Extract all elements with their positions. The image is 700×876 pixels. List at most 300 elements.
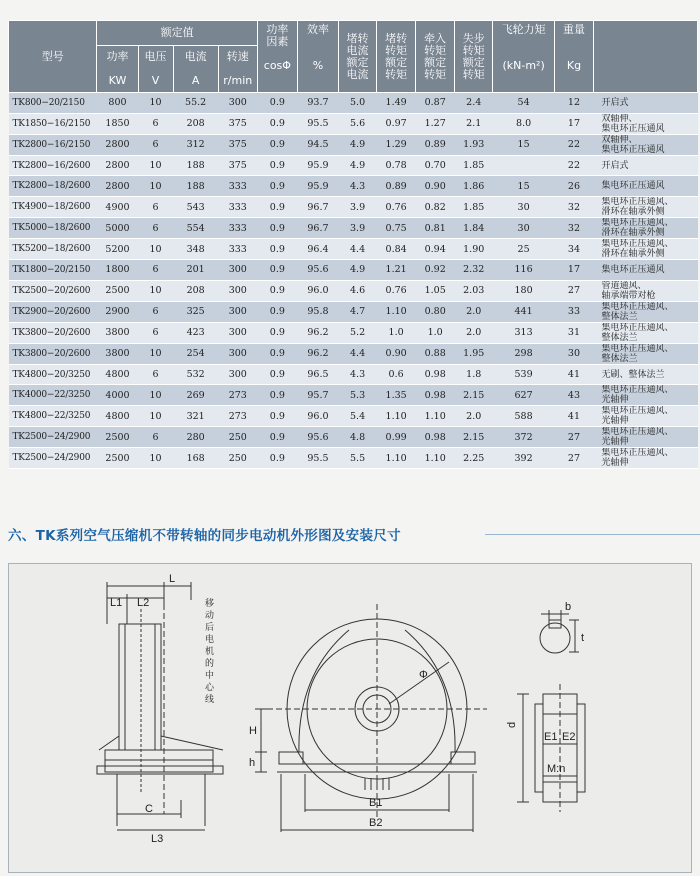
table-row [9, 427, 698, 448]
cell-note [594, 113, 698, 134]
cell-weight: 33 [554, 301, 593, 322]
cell-current: 55.2 [173, 93, 218, 114]
cell-speed: 375 [218, 134, 257, 155]
cell-pf: 0.9 [257, 113, 297, 134]
cell-step: 1.8 [455, 364, 493, 385]
title-divider [485, 534, 700, 535]
cell-power: 5200 [97, 239, 138, 260]
cell-weight: 43 [554, 385, 593, 406]
note-line: 集电环正压通风 [601, 144, 665, 155]
cell-voltage: 6 [138, 197, 173, 218]
cell-voltage: 10 [138, 93, 173, 114]
cell-pf: 0.9 [257, 406, 297, 427]
cell-step: 2.03 [455, 280, 493, 301]
cell-eff: 96.0 [297, 280, 338, 301]
dim-L2: L2 [137, 597, 150, 609]
cell-pf: 0.9 [257, 427, 297, 448]
cell-weight: 27 [554, 448, 593, 469]
cell-step: 1.84 [455, 218, 493, 239]
dim-t: t [581, 632, 585, 644]
header-pf-line1: 功率 [266, 23, 289, 36]
cell-step: 2.4 [455, 93, 493, 114]
cell-pf: 0.9 [257, 218, 297, 239]
center-line-note-char: 机 [205, 647, 215, 657]
cell-step: 1.86 [455, 176, 493, 197]
table-row [9, 176, 698, 197]
cell-fly: 392 [493, 448, 555, 469]
cell-pull: 0.87 [416, 93, 455, 114]
cell-power: 3800 [97, 322, 138, 343]
cell-pull: 0.89 [416, 134, 455, 155]
cell-lrt: 0.76 [377, 280, 416, 301]
cell-pf: 0.9 [257, 280, 297, 301]
note-line: 整体法兰 [601, 332, 638, 343]
cell-fly: 627 [493, 385, 555, 406]
cell-eff: 96.7 [297, 218, 338, 239]
cell-lrc: 4.6 [339, 280, 377, 301]
cell-lrt: 0.99 [377, 427, 416, 448]
cell-speed: 333 [218, 176, 257, 197]
note-line: 集电环正压通风、 [601, 301, 674, 312]
cell-lrc: 5.5 [339, 448, 377, 469]
cell-fly: 298 [493, 343, 555, 364]
cell-lrt: 1.10 [377, 448, 416, 469]
cell-weight: 17 [554, 113, 593, 134]
cell-note [594, 134, 698, 155]
header-model: 型号 [9, 21, 97, 93]
table-row [9, 448, 698, 469]
header-pull-3: 额定 [424, 55, 447, 69]
cell-pull: 1.05 [416, 280, 455, 301]
cell-model: TK2500−24/2900 [9, 448, 97, 469]
note-line: 双轴伸、 [601, 113, 638, 124]
header-speed [218, 46, 257, 93]
cell-pf: 0.9 [257, 93, 297, 114]
cell-current: 325 [173, 301, 218, 322]
cell-fly: 116 [493, 260, 555, 281]
spec-table-body [9, 93, 698, 469]
cell-current: 168 [173, 448, 218, 469]
cell-note [594, 93, 698, 114]
cell-pf: 0.9 [257, 322, 297, 343]
cell-current: 254 [173, 343, 218, 364]
cell-note [594, 197, 698, 218]
cell-weight: 17 [554, 260, 593, 281]
note-line: 集电环正压通风、 [601, 406, 674, 417]
cell-lrt: 1.10 [377, 301, 416, 322]
cell-speed: 333 [218, 218, 257, 239]
cell-lrt: 1.35 [377, 385, 416, 406]
cell-lrc: 4.3 [339, 176, 377, 197]
table-row [9, 260, 698, 281]
cell-model: TK2800−16/2150 [9, 134, 97, 155]
cell-current: 201 [173, 260, 218, 281]
cell-step: 1.95 [455, 343, 493, 364]
table-row [9, 322, 698, 343]
header-voltage [138, 46, 173, 93]
spec-table-container [8, 20, 698, 469]
keyway-detail [540, 610, 579, 653]
cell-weight: 27 [554, 280, 593, 301]
cell-eff: 95.6 [297, 427, 338, 448]
cell-fly: 588 [493, 406, 555, 427]
cell-weight: 32 [554, 218, 593, 239]
header-current [173, 46, 218, 93]
header-power [97, 46, 138, 93]
center-line-note-char: 的 [205, 659, 215, 669]
cell-weight: 41 [554, 406, 593, 427]
header-step-3: 额定 [462, 55, 485, 69]
cell-speed: 300 [218, 343, 257, 364]
cell-note [594, 322, 698, 343]
dim-B2: B2 [369, 817, 383, 829]
cell-lrc: 5.2 [339, 322, 377, 343]
cell-power: 2800 [97, 176, 138, 197]
header-lrc-2: 电流 [346, 43, 369, 57]
cell-eff: 96.4 [297, 239, 338, 260]
cell-step: 2.32 [455, 260, 493, 281]
cell-weight: 22 [554, 155, 593, 176]
cell-voltage: 6 [138, 427, 173, 448]
cell-current: 208 [173, 280, 218, 301]
header-flywheel-moment [493, 21, 555, 93]
cell-note [594, 406, 698, 427]
cell-power: 4000 [97, 385, 138, 406]
cell-note [594, 218, 698, 239]
cell-eff: 95.7 [297, 385, 338, 406]
cell-fly: 25 [493, 239, 555, 260]
cell-power: 1800 [97, 260, 138, 281]
cell-eff: 96.5 [297, 364, 338, 385]
header-speed-label: 转速 [226, 50, 249, 63]
header-efficiency [297, 21, 338, 93]
cell-lrc: 4.4 [339, 343, 377, 364]
cell-pull: 0.92 [416, 260, 455, 281]
note-line: 滑环在轴承外侧 [601, 207, 665, 218]
header-voltage-unit: V [151, 74, 160, 87]
header-pull-1: 牵入 [424, 31, 447, 45]
cell-power: 1850 [97, 113, 138, 134]
header-note [594, 21, 698, 93]
header-eff-unit: % [312, 59, 324, 72]
cell-fly: 180 [493, 280, 555, 301]
cell-lrt: 0.89 [377, 176, 416, 197]
cell-model: TK1850−16/2150 [9, 113, 97, 134]
cell-speed: 333 [218, 197, 257, 218]
header-pf-unit: cosΦ [263, 59, 291, 72]
center-line-note [205, 597, 215, 705]
cell-pull: 0.94 [416, 239, 455, 260]
center-line-note-char: 移 [205, 599, 215, 609]
cell-lrc: 4.4 [339, 239, 377, 260]
header-fly-label: 飞轮力矩 [501, 23, 546, 36]
cell-step: 2.1 [455, 113, 493, 134]
note-line: 集电环正压通风、 [601, 197, 674, 208]
cell-voltage: 10 [138, 280, 173, 301]
header-pull-4: 转矩 [424, 67, 447, 81]
cell-power: 2800 [97, 134, 138, 155]
cell-pf: 0.9 [257, 197, 297, 218]
table-row [9, 364, 698, 385]
table-row [9, 113, 698, 134]
cell-weight: 26 [554, 176, 593, 197]
cell-power: 4900 [97, 197, 138, 218]
cell-model: TK2800−16/2600 [9, 155, 97, 176]
header-weight-unit: Kg [566, 59, 582, 72]
cell-voltage: 10 [138, 239, 173, 260]
cell-lrt: 1.29 [377, 134, 416, 155]
dim-L3: L3 [151, 833, 164, 845]
cell-lrc: 4.3 [339, 364, 377, 385]
cell-model: TK4800−22/3250 [9, 406, 97, 427]
note-line: 整体法兰 [601, 353, 638, 364]
cell-speed: 300 [218, 322, 257, 343]
cell-lrt: 0.75 [377, 218, 416, 239]
dim-E2: E2 [562, 731, 576, 743]
header-locked-rotor-torque [377, 21, 416, 93]
dim-E1: E1 [544, 731, 558, 743]
cell-power: 4800 [97, 406, 138, 427]
cell-eff: 95.9 [297, 155, 338, 176]
cell-note [594, 364, 698, 385]
dim-B1: B1 [369, 797, 383, 809]
dim-phi: Φ [419, 669, 428, 681]
cell-pull: 1.27 [416, 113, 455, 134]
cell-model: TK2800−18/2600 [9, 176, 97, 197]
note-line: 光轴伸 [601, 416, 629, 427]
cell-lrc: 4.7 [339, 301, 377, 322]
center-line-note-char: 后 [205, 623, 215, 633]
cell-fly: 441 [493, 301, 555, 322]
cell-eff: 96.2 [297, 322, 338, 343]
header-locked-rotor-current [339, 21, 377, 93]
note-line: 管道通风、 [601, 280, 647, 291]
cell-current: 188 [173, 155, 218, 176]
cell-voltage: 6 [138, 113, 173, 134]
cell-lrc: 5.6 [339, 113, 377, 134]
cell-pull: 0.98 [416, 364, 455, 385]
cell-fly: 8.0 [493, 113, 555, 134]
cell-step: 1.93 [455, 134, 493, 155]
table-row [9, 218, 698, 239]
cell-pull: 1.10 [416, 406, 455, 427]
cell-pf: 0.9 [257, 134, 297, 155]
cell-lrt: 0.84 [377, 239, 416, 260]
note-line: 集电环正压通风、 [601, 448, 674, 459]
cell-speed: 250 [218, 448, 257, 469]
cell-speed: 250 [218, 427, 257, 448]
cell-model: TK4800−20/3250 [9, 364, 97, 385]
dim-Mn: M:n [547, 763, 566, 775]
cell-lrc: 5.0 [339, 93, 377, 114]
cell-current: 280 [173, 427, 218, 448]
header-step-4: 转矩 [462, 67, 485, 81]
cell-note [594, 343, 698, 364]
cell-model: TK1800−20/2150 [9, 260, 97, 281]
dim-L1: L1 [110, 597, 123, 609]
cell-lrc: 3.9 [339, 197, 377, 218]
cell-lrt: 0.6 [377, 364, 416, 385]
cell-weight: 27 [554, 427, 593, 448]
header-lrt-4: 转矩 [385, 67, 408, 81]
cell-step: 1.90 [455, 239, 493, 260]
cell-current: 554 [173, 218, 218, 239]
cell-current: 269 [173, 385, 218, 406]
cell-step: 2.0 [455, 301, 493, 322]
cell-lrc: 4.9 [339, 155, 377, 176]
cell-pull: 0.70 [416, 155, 455, 176]
cell-power: 800 [97, 93, 138, 114]
cell-voltage: 10 [138, 385, 173, 406]
cell-speed: 273 [218, 385, 257, 406]
header-pull-in-torque [416, 21, 455, 93]
cell-fly [493, 155, 555, 176]
header-power-label: 功率 [106, 50, 129, 63]
header-pull-out-torque [455, 21, 493, 93]
header-lrc-1: 堵转 [346, 31, 369, 45]
note-line: 集电环正压通风、 [601, 218, 674, 229]
cell-weight: 12 [554, 93, 593, 114]
dim-C: C [145, 803, 153, 815]
cell-pf: 0.9 [257, 385, 297, 406]
cell-power: 2500 [97, 427, 138, 448]
cell-pull: 0.81 [416, 218, 455, 239]
table-row [9, 343, 698, 364]
cell-current: 532 [173, 364, 218, 385]
cell-note [594, 301, 698, 322]
cell-fly: 372 [493, 427, 555, 448]
note-line: 集电环正压通风、 [601, 322, 674, 333]
cell-power: 3800 [97, 343, 138, 364]
cell-pf: 0.9 [257, 448, 297, 469]
cell-lrc: 4.9 [339, 134, 377, 155]
note-line: 轴承端带对枪 [601, 290, 656, 301]
cell-pull: 0.82 [416, 197, 455, 218]
cell-voltage: 10 [138, 406, 173, 427]
cell-speed: 375 [218, 113, 257, 134]
cell-eff: 94.5 [297, 134, 338, 155]
cell-current: 188 [173, 176, 218, 197]
header-power-unit: KW [108, 74, 127, 87]
header-lrc-3: 额定 [346, 55, 369, 69]
cell-eff: 93.7 [297, 93, 338, 114]
table-row [9, 280, 698, 301]
hub-section [517, 684, 585, 812]
center-line-note-char: 中 [205, 671, 215, 681]
cell-lrt: 1.0 [377, 322, 416, 343]
cell-note [594, 176, 698, 197]
cell-fly: 30 [493, 197, 555, 218]
cell-voltage: 10 [138, 176, 173, 197]
cell-weight: 31 [554, 322, 593, 343]
cell-weight: 30 [554, 343, 593, 364]
cell-power: 4800 [97, 364, 138, 385]
cell-pull: 0.90 [416, 176, 455, 197]
cell-step: 2.15 [455, 385, 493, 406]
center-line-note-char: 电 [205, 635, 215, 645]
cell-step: 1.85 [455, 197, 493, 218]
header-voltage-label: 电压 [144, 50, 167, 63]
cell-voltage: 10 [138, 343, 173, 364]
cell-current: 423 [173, 322, 218, 343]
section-title: 六、TK系列空气压缩机不带转轴的同步电动机外形图及安装尺寸 [8, 528, 401, 544]
cell-step: 2.0 [455, 406, 493, 427]
cell-pf: 0.9 [257, 364, 297, 385]
cell-fly: 54 [493, 93, 555, 114]
table-row [9, 93, 698, 114]
header-current-unit: A [191, 74, 200, 87]
outline-drawing [8, 563, 692, 873]
table-row [9, 239, 698, 260]
cell-weight: 22 [554, 134, 593, 155]
cell-lrt: 1.49 [377, 93, 416, 114]
cell-lrt: 0.97 [377, 113, 416, 134]
note-line: 集电环正压通风、 [601, 239, 674, 250]
cell-fly: 30 [493, 218, 555, 239]
cell-step: 2.15 [455, 427, 493, 448]
header-pf-line2: 因素 [266, 35, 289, 48]
dim-b: b [565, 601, 572, 613]
cell-model: TK4900−18/2600 [9, 197, 97, 218]
note-line: 整体法兰 [601, 311, 638, 322]
note-line: 光轴伸 [601, 395, 629, 406]
cell-note [594, 448, 698, 469]
note-line: 开启式 [601, 160, 629, 171]
cell-model: TK2500−20/2600 [9, 280, 97, 301]
dim-H: H [249, 725, 257, 737]
note-line: 集电环正压通风 [601, 181, 665, 192]
note-line: 集电环正压通风、 [601, 385, 674, 396]
table-row [9, 406, 698, 427]
dim-L: L [169, 573, 176, 585]
dim-h: h [249, 757, 256, 769]
cell-model: TK2500−24/2900 [9, 427, 97, 448]
header-lrt-3: 额定 [385, 55, 408, 69]
cell-model: TK2900−20/2600 [9, 301, 97, 322]
cell-lrt: 1.10 [377, 406, 416, 427]
cell-pull: 0.98 [416, 385, 455, 406]
cell-model: TK800−20/2150 [9, 93, 97, 114]
cell-speed: 333 [218, 239, 257, 260]
cell-current: 312 [173, 134, 218, 155]
cell-voltage: 6 [138, 260, 173, 281]
cell-model: TK5000−18/2600 [9, 218, 97, 239]
cell-power: 2500 [97, 280, 138, 301]
cell-lrc: 3.9 [339, 218, 377, 239]
cell-current: 208 [173, 113, 218, 134]
header-step-1: 失步 [462, 31, 485, 45]
cell-note [594, 427, 698, 448]
cell-note [594, 239, 698, 260]
header-speed-unit: r/min [223, 74, 253, 87]
drawing-svg [9, 564, 691, 872]
cell-current: 321 [173, 406, 218, 427]
note-line: 双轴伸、 [601, 134, 638, 145]
cell-eff: 95.9 [297, 176, 338, 197]
spec-table [8, 20, 698, 469]
cell-voltage: 6 [138, 218, 173, 239]
cell-weight: 41 [554, 364, 593, 385]
cell-pull: 1.0 [416, 322, 455, 343]
cell-lrc: 5.4 [339, 406, 377, 427]
note-line: 光轴伸 [601, 437, 629, 448]
header-lrt-1: 堵转 [385, 31, 408, 45]
header-fly-unit: (kN-m²) [502, 59, 545, 72]
header-pull-2: 转矩 [424, 43, 447, 57]
cell-pf: 0.9 [257, 301, 297, 322]
cell-fly: 313 [493, 322, 555, 343]
cell-voltage: 6 [138, 322, 173, 343]
